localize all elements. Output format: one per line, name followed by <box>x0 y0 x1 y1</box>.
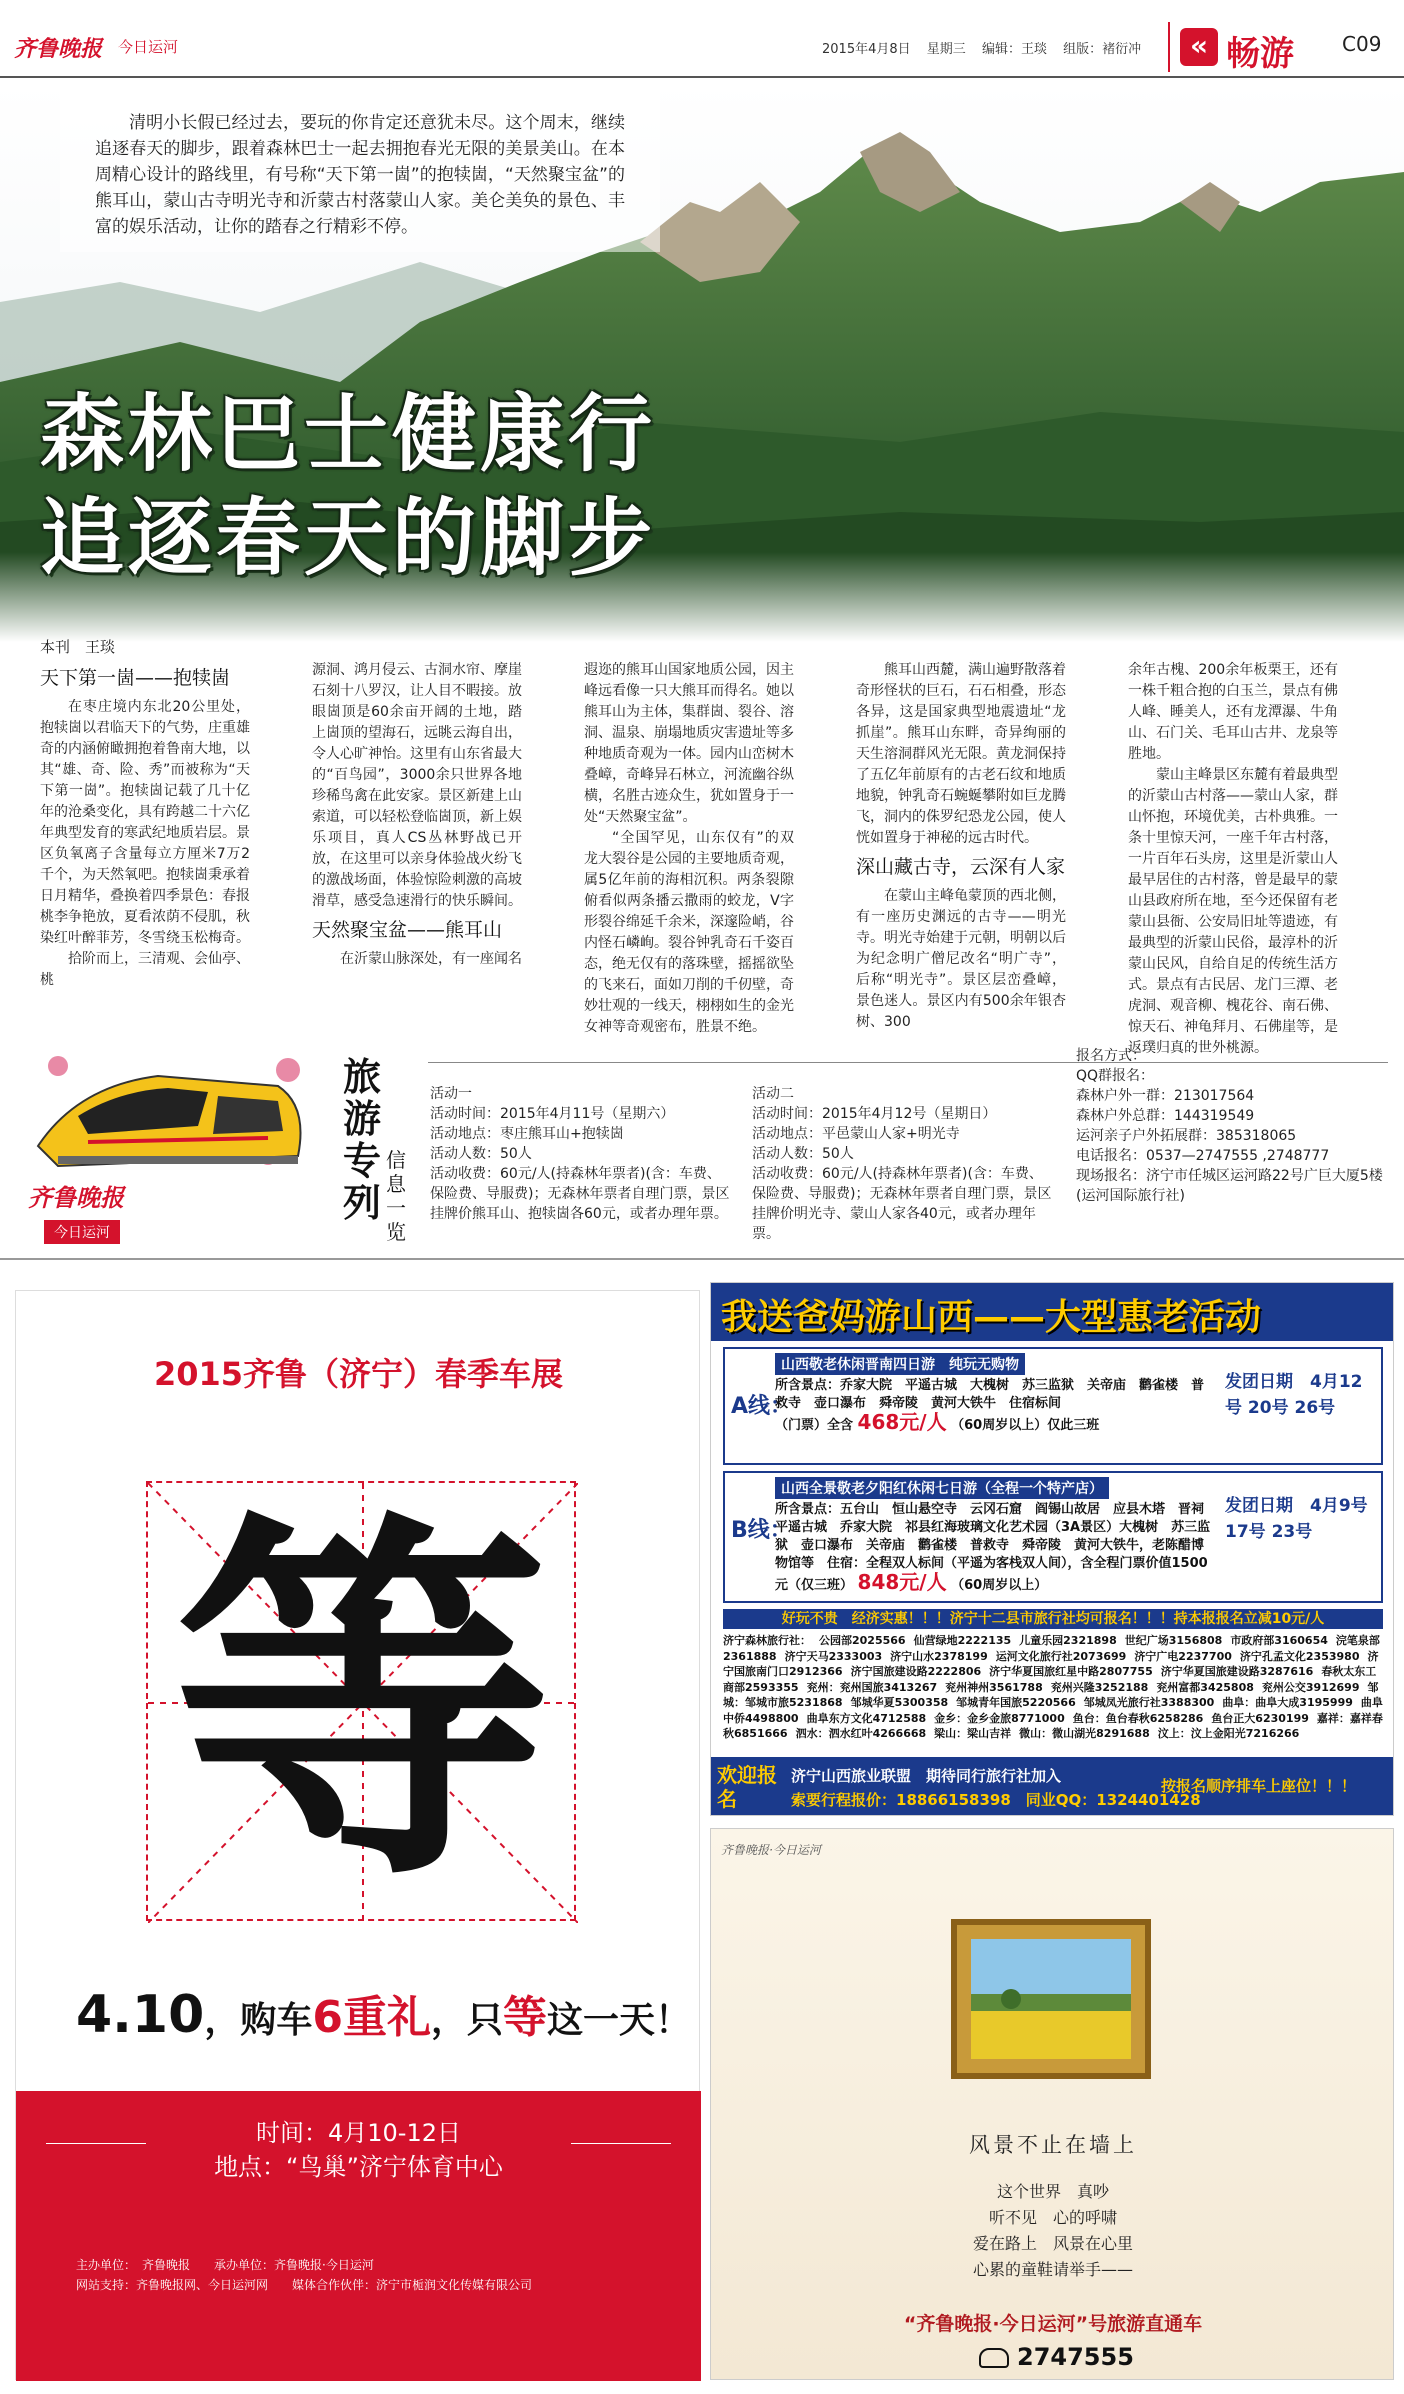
poem-line: 爱在路上 风景在心里 <box>972 2234 1133 2253</box>
field-landscape-image <box>971 1939 1131 2059</box>
signup-qq-group-1: 森林户外一群：213017564 <box>1076 1088 1255 1104</box>
page-number: C09 <box>1342 32 1382 56</box>
headline-line-2: 追逐春天的脚步 <box>40 489 657 587</box>
agency-entry: 济宁国旅南门口2912366 <box>723 1649 1379 1678</box>
article-column-2 <box>312 660 522 970</box>
agency-entry: 曲阜中侨4498800 <box>723 1696 1383 1725</box>
section-divider <box>0 1258 1404 1260</box>
promo-banner: 好玩不贵 经济实惠！！！济宁十二县市旅行社均可报名！！！持本报报名立减10元/人 <box>723 1609 1383 1629</box>
route-price: 848元/人 <box>857 1570 947 1594</box>
header-meta <box>822 38 1153 57</box>
route-title: 山西全景敬老夕阳红休闲七日游（全程一个特产店） <box>775 1477 1109 1499</box>
article-paragraph: 蒙山主峰景区东麓有着最典型的沂蒙山古村落——蒙山人家，群山怀抱，环境优美，古朴典雅。一条十里惊天河，一座千年古村落，一片百年石头房，这里是沂蒙山人最早居住的古村落，曾是最早的蒙山县政府所在地，至今还保留有老蒙山县衙、公安局旧址等遗迹，有最典型的沂蒙山民俗，最淳朴的沂蒙山民风，自给自足的传统生活方式。景点有古民居、龙门三潭、老虎洞、观音柳、槐花谷、南石佛、惊天石、神龟拜月、石佛崖等，是返璞归真的世外桃源。 <box>1128 767 1338 1056</box>
agency-entry: 兖州公交3912699 <box>1261 1680 1360 1694</box>
agency-entry: 鱼台：鱼台春秋6258286 <box>1072 1711 1204 1725</box>
article-paragraph: “全国罕见，山东仅有”的双龙大裂谷是公园的主要地质奇观，属5亿年前的海相沉积。两条裂隙俯看似两条播云撒雨的蛟龙，V字形裂谷绵延千余米，深邃险峭，谷内怪石嶙峋。裂谷钟乳奇石千姿百态，绝无仅有的落珠壁，摇摇欲坠的飞来石，面如刀削的千仞壁，奇妙壮观的一线天，栩栩如生的金光女神等奇观密布，胜景不绝。 <box>584 830 794 1035</box>
issue-date: 2015年4月8日 <box>822 42 911 57</box>
route-price-note: （60周岁以上）仅此三班 <box>951 1418 1100 1433</box>
bus-ad-slogan: 风景不止在墙上 <box>969 2133 1137 2157</box>
shanxi-headline: 我送爸妈游山西——大型惠老活动 <box>721 1297 1262 1338</box>
agency-entry: 邹城青年国旅5220566 <box>956 1696 1076 1709</box>
agency-entry: 兖州富都3425808 <box>1156 1680 1254 1694</box>
activity-label: 活动二 <box>752 1086 794 1102</box>
poem-line: 心累的童鞋请举手—— <box>972 2260 1133 2279</box>
band-logo-subtitle: 今日运河 <box>44 1220 120 1244</box>
signup-label: 报名方式： <box>1076 1048 1146 1064</box>
bus-phone <box>979 2343 1134 2371</box>
agency-entry: 运河文化旅行社2073699 <box>995 1649 1127 1663</box>
slogan-part: 这一天！ <box>546 2000 691 2041</box>
activity-place: 活动地点：枣庄熊耳山+抱犊崮 <box>430 1126 624 1142</box>
alliance-text: 济宁山西旅业联盟 期待同行旅行社加入 <box>791 1767 1062 1785</box>
poem-line: 听不见 心的呼啸 <box>988 2208 1117 2227</box>
agency-entry: 曲阜：曲阜大成3195999 <box>1222 1696 1353 1709</box>
agency-entry: 济宁孔孟文化2353980 <box>1239 1649 1360 1663</box>
signup-parent-group: 运河亲子户外拓展群：385318065 <box>1076 1128 1297 1144</box>
page-header <box>0 0 1404 80</box>
credit-line: 网站支持：齐鲁晚报网、今日运河网 媒体合作伙伴：济宁市栀润文化传媒有限公司 <box>76 2278 533 2292</box>
agency-entry: 济宁天马2333003 <box>784 1649 883 1663</box>
header-divider <box>0 76 1404 78</box>
article-paragraph: 拾阶而上，三清观、会仙亭、桃 <box>40 951 250 988</box>
shanxi-headline-bar <box>711 1283 1394 1341</box>
agency-entry: 兖州：兖州国旅3413267 <box>806 1680 938 1694</box>
seating-note: 按报名顺序排车上座位！！！ <box>1161 1777 1357 1795</box>
chevron-left-icon: « <box>1180 28 1218 66</box>
activity-label: 活动一 <box>430 1086 472 1102</box>
article-paragraph: 遐迩的熊耳山国家地质公园，因主峰远看像一只大熊耳而得名。她以熊耳山为主体，集群崮、裂谷、溶洞、温泉、崩塌地质灾害遗址等多种地质奇观为一体。园内山峦树木叠嶂，奇峰异石林立，河流幽谷纵横，名胜古迹众生，犹如置身于一处“天然聚宝盆”。 <box>584 662 794 825</box>
bus-ad-poem <box>711 2179 1395 2283</box>
agency-entry: 兖州神州3561788 <box>945 1680 1043 1694</box>
issue-weekday: 星期三 <box>926 42 966 57</box>
agency-entry: 市政府部3160654 <box>1230 1634 1328 1647</box>
route-body <box>775 1501 1218 1595</box>
route-price: 468元/人 <box>857 1410 947 1434</box>
route-sights: 所含景点：五台山 恒山悬空寺 云冈石窟 阎锡山故居 应县木塔 晋祠 平遥古城 乔家大院 祁县红海玻璃文化艺术园（3A景区）大槐树 苏三监狱 壶口瀑布 关帝庙 鹳雀楼 普救寺 舜帝陵 黄河大铁牛，老陈醋博物馆等 住宿：全程双人标间（平遥为客栈双人间），含全程门票价值1500元（仅三班） <box>775 1502 1218 1593</box>
agency-list <box>723 1633 1383 1742</box>
car-show-place: 地点：“鸟巢”济宁体育中心 <box>214 2153 503 2181</box>
activity-time: 活动时间：2015年4月11号（星期六） <box>430 1106 675 1122</box>
activity-place: 活动地点：平邑蒙山人家+明光寺 <box>752 1126 960 1142</box>
travel-info-band <box>0 1026 1404 1254</box>
section-heading-baoduguo: 天下第一崮——抱犊崮 <box>40 667 231 689</box>
route-price-prefix: （门票）全含 <box>775 1418 854 1433</box>
section-brand <box>1168 22 1336 72</box>
designer-credit: 组版：褚衍冲 <box>1063 42 1142 57</box>
credit-line: 主办单位： 齐鲁晚报 承办单位：齐鲁晚报·今日运河 <box>76 2258 374 2272</box>
agency-entry: 济宁山水2378199 <box>890 1649 988 1663</box>
activity-one <box>430 1084 730 1224</box>
picture-frame-image <box>951 1919 1151 2079</box>
agency-entry: 儿童乐园2321898 <box>1019 1634 1117 1647</box>
calligraphy-character: 等 <box>173 1479 553 1926</box>
agency-entry: 济宁国旅建设路2222806 <box>850 1665 982 1678</box>
masthead-logo: 齐鲁晚报 <box>14 36 103 62</box>
bus-phone-number: 2747555 <box>1017 2343 1134 2371</box>
article-paragraph: 在沂蒙山脉深处，有一座闻名 <box>340 951 522 967</box>
bullet-train-icon <box>18 1046 318 1186</box>
agency-entry: 邹城：邹城市旅5231868 <box>723 1680 1379 1709</box>
slogan-highlight: 等 <box>502 1992 547 2043</box>
bus-ad-logo: 齐鲁晚报·今日运河 <box>721 1843 821 1857</box>
hero-intro-text: 清明小长假已经过去，要玩的你肯定还意犹未尽。这个周末，继续追逐春天的脚步，跟着森林巴士一起去拥抱春光无限的美景美山。在本周精心设计的路线里，有号称“天下第一崮”的抱犊崮，“天然聚宝盆”的熊耳山，蒙山古寺明光寺和沂蒙古村落蒙山人家。美仑美奂的景色、丰富的娱乐活动，让你的踏春之行精彩不停。 <box>95 113 625 237</box>
article-byline: 本刊 王琰 <box>40 638 116 656</box>
band-title: 旅游专列 <box>343 1055 382 1225</box>
slogan-part: ，只 <box>430 2000 503 2041</box>
agency-entry: 浣笔泉部2361888 <box>723 1634 1380 1663</box>
shanxi-bottom-bar <box>711 1757 1394 1816</box>
activity-count: 活动人数：50人 <box>430 1146 532 1162</box>
activity-two <box>752 1084 1052 1244</box>
car-show-ad <box>15 1290 700 2380</box>
car-show-footer <box>16 2091 701 2381</box>
section-name: 畅游 <box>1226 34 1294 74</box>
agency-entry: 济宁华夏国旅建设路3287616 <box>1160 1665 1314 1678</box>
slogan-part: ，购车 <box>204 2000 313 2041</box>
route-title: 山西敬老休闲晋南四日游 纯玩无购物 <box>775 1353 1025 1375</box>
article-column-5 <box>1128 660 1338 1059</box>
car-show-title: 2015齐鲁（济宁）春季车展 <box>153 1355 564 1393</box>
band-subtitle: 信息一览 <box>386 1148 406 1244</box>
masthead-subtitle: 今日运河 <box>118 38 179 56</box>
slogan-highlight: 6重礼 <box>312 1992 431 2043</box>
welcome-tag: 欢迎报名 <box>717 1763 777 1811</box>
poem-line: 这个世界 真吵 <box>996 2182 1109 2201</box>
departure-dates: 发团日期 4月12号 20号 26号 <box>1225 1372 1363 1418</box>
agency-entry: 曲阜东方文化4712588 <box>806 1711 927 1725</box>
tour-line-b <box>723 1471 1383 1603</box>
activity-count: 活动人数：50人 <box>752 1146 854 1162</box>
tourist-bus-ad <box>710 1828 1394 2380</box>
activity-time: 活动时间：2015年4月12号（星期日） <box>752 1106 997 1122</box>
agency-entry: 汶上：汶上金阳光7216266 <box>1157 1727 1300 1740</box>
agency-entry: 济宁森林旅行社： <box>723 1634 811 1647</box>
calligraphy-grid <box>146 1479 576 1926</box>
signup-onsite: 现场报名：济宁市任城区运河路22号广巨大厦5楼(运河国际旅行社) <box>1076 1168 1383 1204</box>
article-column-4 <box>856 660 1066 1033</box>
article-paragraph: 在蒙山主峰龟蒙顶的西北侧，有一座历史渊远的古寺——明光寺。明光寺始建于元朝，明朝以后为纪念明广僧尼改名“明广寺”，后称“明光寺”。景区层峦叠嶂，景色迷人。景区内有500余年银杏树、300 <box>856 888 1066 1030</box>
agency-entry: 兖州兴隆3252188 <box>1050 1680 1149 1694</box>
departure-dates: 发团日期 4月9号 17号 23号 <box>1225 1496 1368 1542</box>
route-sights: 所含景点：乔家大院 平遥古城 大槐树 苏三监狱 关帝庙 鹳雀楼 普救寺 壶口瀑布 舜帝陵 黄河大铁牛 住宿标间 <box>775 1378 1205 1411</box>
agency-entry: 泗水：泗水红叶4266668 <box>795 1727 927 1740</box>
line-tag: B线： <box>731 1518 792 1543</box>
hero-headline <box>40 382 656 590</box>
signup-info <box>1076 1046 1396 1206</box>
agency-entry: 嘉祥：嘉祥春秋6851666 <box>723 1711 1383 1740</box>
signup-qq-label: QQ群报名： <box>1076 1068 1155 1084</box>
headline-line-1: 森林巴士健康行 <box>40 385 657 483</box>
hero-banner <box>0 82 1404 642</box>
section-heading-xiongershan: 天然聚宝盆——熊耳山 <box>312 919 503 941</box>
agency-entry: 春秋太东工商部2593355 <box>723 1665 1377 1694</box>
agency-entry: 世纪广场3156808 <box>1124 1634 1223 1647</box>
article-column-1 <box>40 660 250 991</box>
agency-entry: 梁山：梁山吉祥 <box>934 1727 1012 1740</box>
article-column-3 <box>584 660 794 1038</box>
car-show-slogan <box>76 1981 691 2045</box>
article-paragraph: 在枣庄境内东北20公里处，抱犊崮以君临天下的气势，庄重雄奇的内涵俯瞰拥抱着鲁南大地，以其“雄、奇、险、秀”而被称为“天下第一崮”。抱犊崮记载了几十亿年的沧桑变化，具有跨越二十六亿年典型发育的寒武纪地质岩层。景区负氧离子含量每立方厘米7万2千个，为天然氧吧。抱犊崮秉承着日月精华，叠换着四季景色：春报桃李争艳放，夏看浓荫不侵肌，秋染红叶醉菲芳，冬雪绕玉松梅奇。 <box>40 699 250 946</box>
shanxi-tour-ad <box>710 1282 1394 1816</box>
agency-entry: 公园部2025566 <box>819 1634 906 1647</box>
route-price-note: （60周岁以上） <box>951 1578 1048 1593</box>
activity-fee: 活动收费：60元/人(持森林年票者)(含：车费、保险费、导服费)；无森林年票者自理门票，景区挂牌价熊耳山、抱犊崮各60元，或者办理年票。 <box>430 1166 730 1222</box>
signup-qq-group-2: 森林户外总群：144319549 <box>1076 1108 1255 1124</box>
bus-service-name: “齐鲁晚报·今日运河”号旅游直通车 <box>903 2313 1203 2335</box>
agency-entry: 仙营绿地2222135 <box>913 1634 1012 1647</box>
agency-entry: 济宁华夏国旅红星中路2807755 <box>989 1665 1153 1678</box>
telephone-icon <box>979 2348 1009 2368</box>
agency-entry: 金乡：金乡金旅8771000 <box>934 1711 1065 1725</box>
agency-entry: 邹城华夏5300358 <box>850 1696 949 1709</box>
car-show-credits <box>76 2255 676 2295</box>
editor-credit: 编辑：王琰 <box>981 42 1047 57</box>
contact-text: 索要行程报价：18866158398 同业QQ：1324401428 <box>791 1791 1201 1809</box>
activity-fee: 活动收费：60元/人(持森林年票者)(含：车费、保险费、导服费)；无森林年票者自理门票，景区挂牌价明光寺、蒙山人家各40元，或者办理年票。 <box>752 1166 1052 1242</box>
section-heading-mingguangsi: 深山藏古寺，云深有人家 <box>856 856 1066 878</box>
article-paragraph: 熊耳山西麓，满山遍野散落着奇形怪状的巨石，石石相叠，形态各异，这是国家典型地震遗址“龙抓崖”。熊耳山东畔，奇异绚丽的天生溶洞群风光无限。黄龙洞保持了五亿年前原有的古老石纹和地质地貌，钟乳奇石蜿蜒攀附如巨龙腾飞，洞内的侏罗纪恐龙公园，使人恍如置身于神秘的远古时代。 <box>856 662 1066 846</box>
signup-phone: 电话报名：0537—2747555 ,2748777 <box>1076 1148 1330 1164</box>
agency-entry: 济宁广电2237700 <box>1134 1649 1232 1663</box>
agency-entry: 邹城凤光旅行社3388300 <box>1083 1696 1215 1709</box>
band-logo: 齐鲁晚报 <box>28 1183 124 1212</box>
article-paragraph: 源洞、鸿月侵云、古洞水帘、摩崖石刻十八罗汉，让人目不暇接。放眼崮顶是60余亩开阔的土地，踏上崮顶的望海石，远眺云海自出，令人心旷神怡。这里有山东省最大的“百鸟园”，3000余只世界各地珍稀鸟禽在此安家。景区新建上山索道，可以轻松登临崮顶，新上娱乐项目，真人CS丛林野战已开放，在这里可以亲身体验战火纷飞的激战场面，体验惊险刺激的高坡滑草，感受急速滑行的快乐瞬间。 <box>312 662 522 909</box>
line-tag: A线： <box>731 1394 793 1419</box>
article-paragraph: 余年古槐、200余年板栗王，还有一株千粗合抱的白玉兰，景点有佛人峰、睡美人，还有龙潭瀑、牛角山、石门关、毛耳山古井、龙泉等胜地。 <box>1128 662 1338 762</box>
tour-line-a <box>723 1347 1383 1465</box>
route-body <box>775 1377 1215 1435</box>
car-show-time: 时间：4月10-12日 <box>255 2119 461 2147</box>
agency-entry: 微山：微山湖光8291688 <box>1019 1727 1150 1740</box>
agency-entry: 鱼台正大6230199 <box>1211 1711 1309 1725</box>
slogan-date: 4.10 <box>76 1985 205 2045</box>
